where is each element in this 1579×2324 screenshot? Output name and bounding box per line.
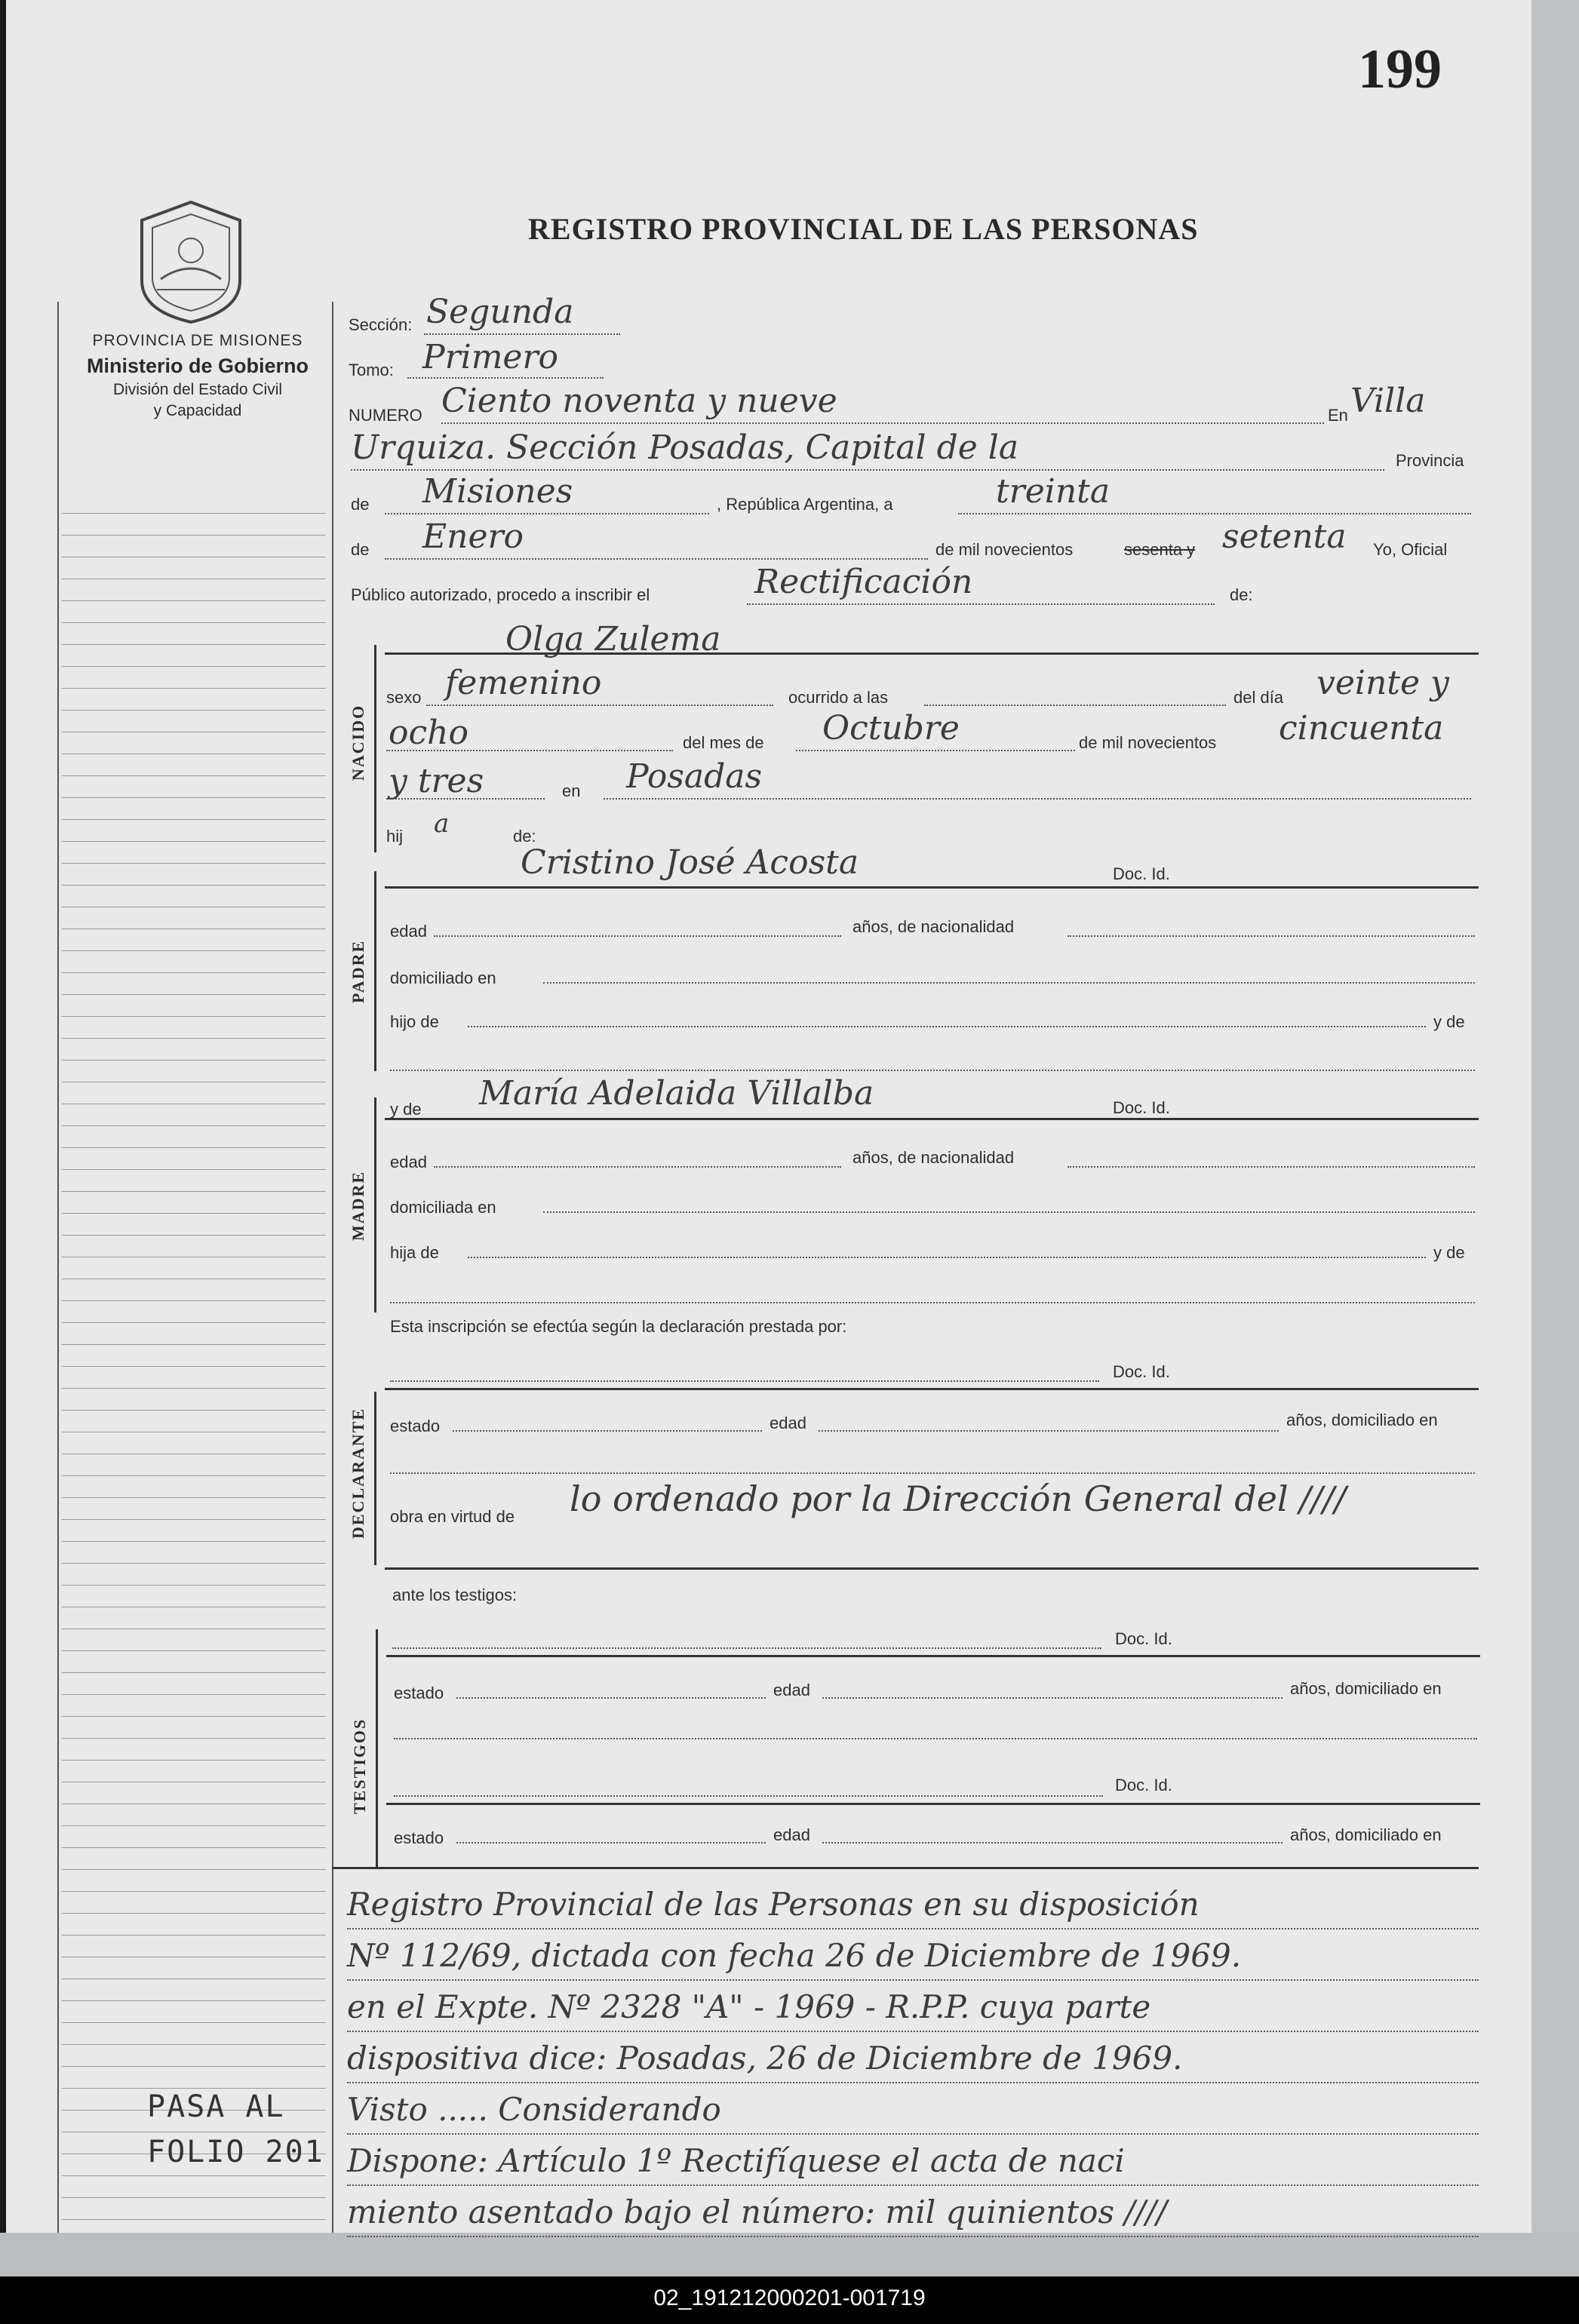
padre-hijo-label: hijo de [390,1012,439,1031]
margin-rule-line [62,1169,326,1170]
note-line: Nº 112/69, dictada con fecha 26 de Diciembre de 1969. [347,1937,1242,1974]
de-label: de [351,495,370,514]
testigo1-domicilio-label: años, domiciliado en [1290,1679,1442,1698]
dia-value: treinta [996,472,1111,511]
margin-rule-line [62,1191,326,1192]
margin-rule-line [62,513,326,514]
de-label-3: de: [1230,585,1253,604]
sexo-label: sexo [386,688,422,707]
ocurrido-label: ocurrido a las [788,688,889,707]
margin-rule-line [62,1760,326,1761]
provincia-value: Misiones [422,472,573,511]
madre-doc-label: Doc. Id. [1113,1098,1170,1117]
testigo1-edad-label: edad [773,1681,810,1699]
margin-rule-line [62,1738,326,1739]
province-name: PROVINCIA DE MISIONES [92,332,303,349]
margin-rule-line [62,1913,326,1914]
seccion-label: Sección: [349,315,413,334]
margin-rule-line [62,775,326,776]
margin-rule-line [62,1213,326,1214]
margin-rule-line [62,1366,326,1367]
padre-nacionalidad-label: años, de nacionalidad [852,917,1015,936]
madre-edad-label: edad [390,1153,427,1171]
margin-rule-line [62,1322,326,1323]
margin-rule-line [62,950,326,951]
margin-rule-line [62,1410,326,1411]
mil-label: de mil novecientos [935,540,1074,559]
page-number: 199 [1358,38,1442,100]
testigo2-doc-label: Doc. Id. [1115,1776,1172,1794]
page-bottom-edge [0,2233,1579,2276]
declarante-domicilio-label: años, domiciliado en [1286,1411,1438,1429]
note-rule-line [347,2133,1479,2135]
ministry-name: Ministerio de Gobierno [86,355,309,377]
madre-section-label: MADRE [349,1170,367,1241]
tomo-label: Tomo: [349,361,394,379]
margin-rule-line [62,1235,326,1236]
margin-rule-line [62,2044,326,2045]
de-label-2: de [351,540,370,559]
testigo1-doc-label: Doc. Id. [1115,1629,1172,1648]
nacido-mes: Octubre [822,709,960,748]
margin-rule-line [62,863,326,864]
margin-column [57,302,333,2233]
note-rule-line [347,1928,1479,1930]
nacido-anio-2: y tres [389,762,484,800]
provincia-label: Provincia [1396,451,1464,470]
madre-domicilio-label: domiciliada en [390,1198,496,1217]
testigo2-edad-label: edad [773,1825,810,1844]
tomo-value: Primero [422,338,558,376]
margin-rule-line [62,1716,326,1717]
padre-doc-label: Doc. Id. [1113,864,1170,883]
margin-rule-line [62,994,326,995]
testigo2-domicilio-label: años, domiciliado en [1290,1825,1442,1844]
division-line-2: y Capacidad [153,402,242,419]
note-line: Registro Provincial de las Personas en su disposición [347,1886,1200,1923]
nacido-nombre: Olga Zulema [505,620,721,659]
margin-rule-line [62,885,326,886]
margin-rule-line [62,819,326,820]
del-mes-label: del mes de [683,733,764,752]
madre-nombre: María Adelaida Villalba [479,1074,874,1113]
yo-oficial-label: Yo, Oficial [1373,540,1448,559]
margin-rule-line [62,1825,326,1826]
margin-rule-line [62,1847,326,1848]
testigo2-estado-label: estado [394,1828,444,1847]
note-line: miento asentado bajo el número: mil quinientos //// [347,2194,1167,2230]
note-rule-line [347,2184,1479,2186]
madre-nacionalidad-label: años, de nacionalidad [852,1148,1015,1167]
margin-rule-line [62,797,326,798]
note-line: en el Expte. Nº 2328 "A" - 1969 - R.P.P. cuya parte [347,1988,1151,2025]
margin-rule-line [62,1016,326,1017]
place-line: Urquiza. Sección Posadas, Capital de la [351,428,1019,467]
margin-rule-line [62,1585,326,1586]
declarante-doc-label: Doc. Id. [1113,1362,1170,1381]
declarante-edad-label: edad [770,1414,806,1432]
margin-rule-line [62,644,326,645]
nacido-anio: cincuenta [1279,709,1444,748]
sexo-value: femenino [445,664,602,702]
margin-rule-line [62,1060,326,1061]
margin-rule-line [62,1497,326,1498]
note-rule-line [347,2082,1479,2083]
struck-word: sesenta y [1124,540,1196,559]
en-label: En [1328,406,1348,425]
note-rule-line [347,2236,1479,2237]
madre-hija-label: hija de [390,1243,439,1262]
note-line: Dispone: Artículo 1º Rectifíquese el acta de naci [347,2142,1125,2179]
margin-rule-line [62,1038,326,1039]
margin-rule-line [62,2197,326,2198]
binder-edge [1531,0,1579,2276]
margin-rule-line [62,1344,326,1345]
division-line-1: División del Estado Civil [112,381,283,398]
padre-domicilio-label: domiciliado en [390,969,496,987]
numero-value: Ciento noventa y nueve [441,382,837,420]
madre-prefix-label: y de [390,1100,422,1119]
margin-rule-line [62,710,326,711]
margin-rule-line [62,1519,326,1520]
note-rule-line [347,2031,1479,2032]
image-caption: 02_191212000201-001719 [653,2286,926,2310]
seccion-value: Segunda [426,293,574,331]
margin-rule-line [62,2088,326,2089]
mes-value: Enero [422,517,524,556]
nacido-dia-2: ocho [389,714,468,752]
en-value: Villa [1350,382,1426,420]
nacido-lugar: Posadas [626,757,763,796]
padre-y-de-label: y de [1433,1012,1465,1031]
margin-rule-line [62,1891,326,1892]
page-title: REGISTRO PROVINCIAL DE LAS PERSONAS [528,212,1199,246]
note-line: Visto ..... Considerando [347,2091,721,2128]
numero-label: NUMERO [349,406,422,425]
margin-rule-line [62,1563,326,1564]
nacido-dia: veinte y [1316,664,1449,702]
margin-rule-line [62,535,326,536]
margin-rule-line [62,1475,326,1476]
margin-rule-line [62,666,326,667]
margin-rule-line [62,972,326,973]
publico-label: Público autorizado, procedo a inscribir el [351,585,650,604]
note-line: dispositiva dice: Posadas, 26 de Diciembre de 1969. [347,2040,1183,2077]
margin-rule-line [62,1869,326,1870]
margin-rule-line [62,1300,326,1301]
hij-de-label: de: [513,827,536,846]
testigos-intro-label: ante los testigos: [392,1586,518,1604]
margin-rule-line [62,2000,326,2001]
declarante-section-label: DECLARANTE [349,1407,367,1539]
margin-rule-line [62,1147,326,1148]
margin-rule-line [62,1935,326,1936]
declarante-intro-label: Esta inscripción se efectúa según la declaración prestada por: [390,1317,847,1336]
margin-rule-line [62,2219,326,2220]
margin-note-line-2: FOLIO 201 [147,2135,324,2169]
testigos-section-label: TESTIGOS [350,1718,369,1814]
margin-note-line-1: PASA AL [147,2089,285,2124]
hij-label: hij [386,827,404,846]
margin-rule-line [62,1650,326,1651]
padre-nombre: Cristino José Acosta [521,843,859,882]
testigo1-estado-label: estado [394,1684,444,1702]
hij-suffix: a [434,809,450,839]
anio-value: setenta [1222,517,1347,556]
del-dia-label: del día [1233,688,1284,707]
acto-value: Rectificación [754,563,973,601]
madre-y-de-label: y de [1433,1243,1465,1262]
margin-rule-line [62,2175,326,2176]
margin-rule-line [62,688,326,689]
margin-rule-line [62,1541,326,1542]
nacido-en-label: en [562,781,581,800]
padre-section-label: PADRE [349,939,367,1003]
republica-label: , República Argentina, a [717,495,893,514]
padre-edad-label: edad [390,922,427,941]
note-rule-line [347,1979,1479,1981]
declarante-estado-label: estado [390,1417,441,1435]
margin-rule-line [62,2022,326,2023]
obra-label: obra en virtud de [390,1507,515,1526]
margin-rule-line [62,1672,326,1673]
nacido-section-label: NACIDO [349,704,367,781]
nacido-mil-label: de mil novecientos [1079,733,1217,752]
margin-rule-line [62,622,326,623]
obra-value: lo ordenado por la Dirección General del //// [570,1478,1347,1519]
margin-rule-line [62,1694,326,1695]
margin-rule-line [62,841,326,842]
margin-rule-line [62,1125,326,1126]
margin-rule-line [62,600,326,601]
margin-rule-line [62,2066,326,2067]
margin-rule-line [62,1388,326,1389]
